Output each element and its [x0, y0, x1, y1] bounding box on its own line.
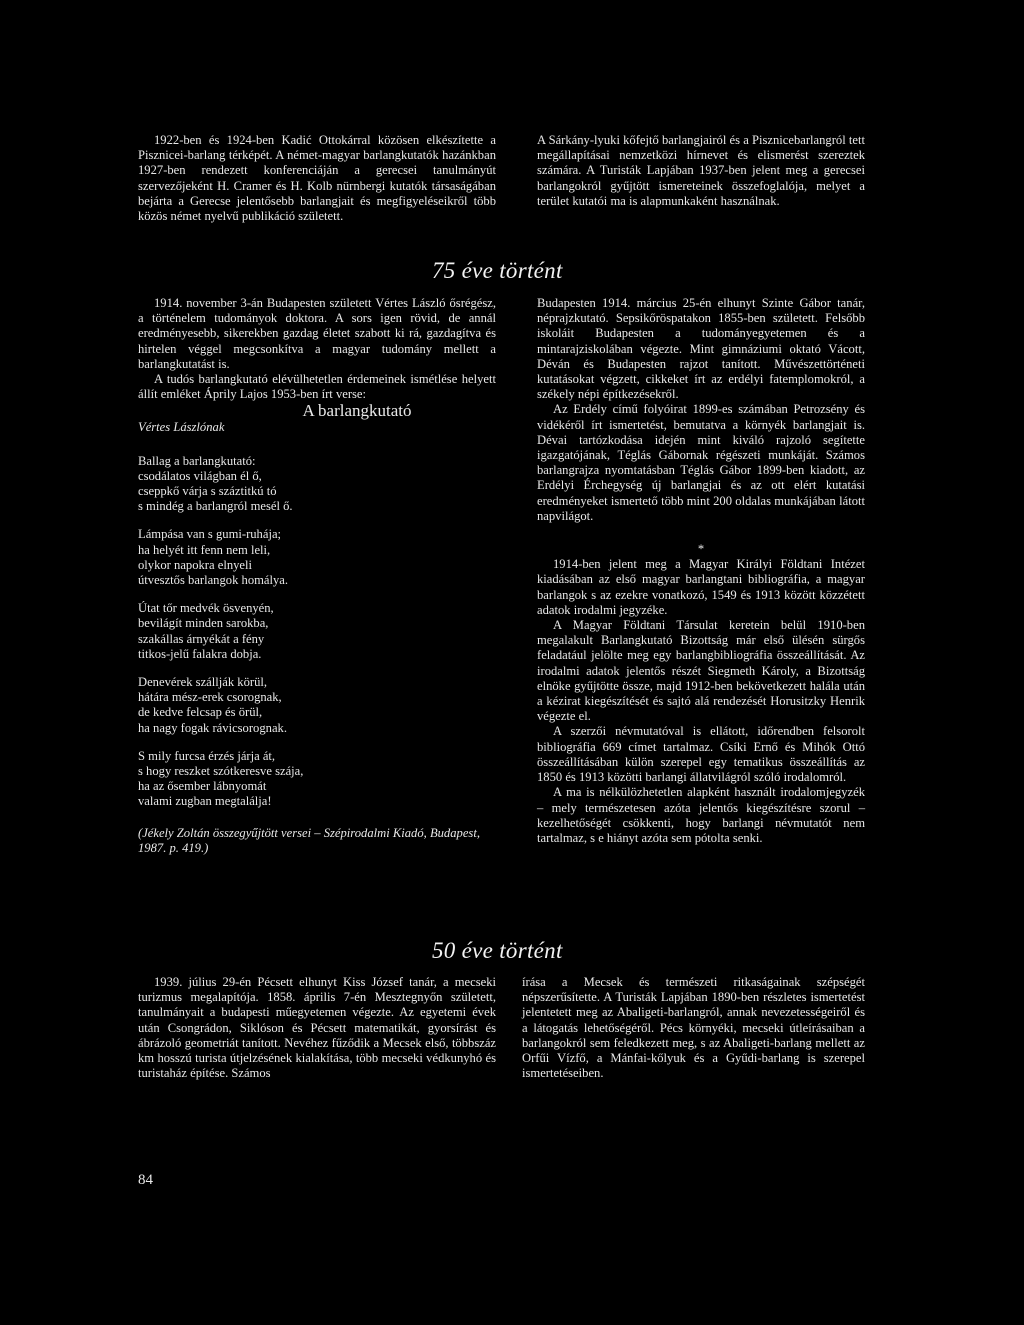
committee-paragraph: A Magyar Földtani Társulat keretein belül 1910-ben megalakult Barlangkutató Bizottság már első ülésén sürgős feladatául jelölte meg egy barlangbibliográfia összeállítását. Az irodalmi adatok jelentős részét Siegmeth Károly, a Bizottság elnöke gyűjtötte össze, majd 1912-ben bekövetkezett halála után a kézirat kiegészítését és sajtó alá rendezését Horusitzky Henrik végezte el.: [537, 618, 865, 724]
erdely-paragraph: Az Erdély című folyóirat 1899-es számában Petrozsény és vidékéről írt ismertetést, bemutatva a környék barlangjait is. Dévai tartózkodása idején mint kiváló rajzoló segítette igazgatójának, Téglás Gábornak régészeti munkáját. Számos barlangrajza nyomtatásban Téglás Gábor 1899-ben kiadott, az Erdélyi Érchegység új barlangjai és az ott elért kutatási eredményeket ismertető több mint 200 oldalas munkájában látott napvilágot.: [537, 402, 865, 523]
poem-stanza: Lámpása van s gumi-ruhája; ha helyét itt fenn nem leli, olykor napokra elnyeli útvesztős barlangok homálya.: [138, 527, 289, 588]
section-50-right: írása a Mecsek és természeti ritkaságainak szépségét népszerűsítette. A Turisták Lapjában 1890-ben részletes ismertetést jelentetett meg az Abaligeti-barlangról, annak nevezetességeiről és a látogatás lehetőségéről. Pécs környéki, mecseki útleírásaiban a barlangokról sem feledkezett meg, s az Abaligeti-barlang mellett az Orfűi Vízfő, a Mánfai-kőlyuk és a Gyűdi-barlang is szerepel ismertetéseiben.: [522, 975, 865, 1081]
poem-stanza: Útat tőr medvék ösvenyén, bevilágít minden sarokba, szakállas árnyékát a fény titkos-jelű falakra dobja.: [138, 601, 274, 661]
vertes-paragraph: 1914. november 3-án Budapesten született Vértes László ősrégész, a történelem tudományok doktora. A sors igen rövid, de annál eredményesebb, sikerekben gazdag életet szabott ki rá, gazdagítva és hirtelen véggel megcsonkítva a magyar tudomány mellett a barlangkutatást is.: [138, 296, 496, 371]
szinte-paragraph: Budapesten 1914. március 25-én elhunyt Szinte Gábor tanár, néprajzkutató. Sepsikőröspatakon 1855-ben született. Felsőbb iskoláit Budapesten a tudományegyetemen és a mintarajziskolában végezte. Mint gimnáziumi oktató Vácott, Déván és Budapesten rajzot tanított. Művészettörténeti kutatásokat végzett, cikkeket írt az erdélyi fatemplomokról, a székely népi építkezésekről.: [537, 296, 865, 402]
poem-intro: A tudós barlangkutató elévülhetetlen érdemeinek ismétlése helyett állít emléket Áprily Lajos 1953-ben írt verse:: [138, 372, 496, 402]
section-75-left: [138, 296, 496, 856]
poem-dedication: Vértes Lászlónak: [138, 420, 225, 435]
poem-stanza: Ballag a barlangkutató: csodálatos világban él ő, cseppkő várja s száztitkú tó s mindég a barlangról mesél ő.: [138, 453, 293, 514]
reference-paragraph: A ma is nélkülözhetetlen alapként használt irodalomjegyzék – mely természetesen azóta jelentős kiegészítésre szorul – kezelhetőségét csökkenti, hogy barlangi névmutatót nem tartalmaz, s e hiányt azóta sem pótolta senki.: [537, 785, 865, 845]
section-75-right: [537, 296, 865, 846]
poem-stanza: Denevérek szállják körül, hátára mész-erek csorognak, de kedve felcsap és örül, ha nagy fogak rávicsorognak.: [138, 675, 287, 735]
poem-source: (Jékely Zoltán összegyűjtött versei – Szépirodalmi Kiadó, Budapest, 1987. p. 419.): [138, 825, 480, 855]
poem-stanza: S mily furcsa érzés járja át, s hogy reszket szótkeresve szája, ha az ősember lábnyomát valami zugban megtalálja!: [138, 748, 304, 809]
separator-star: *: [697, 542, 705, 557]
heading-50-years: 50 éve történt: [432, 938, 563, 963]
section-50-left: 1939. július 29-én Pécsett elhunyt Kiss József tanár, a mecseki turizmus megalapítója. 1858. április 7-én Mesztegnyőn született, tanulmányait a budapesti műegyetemen végezte. Az egyetemi évek után Csongrádon, Siklóson és Pécsett matematikát, gyorsírást és ábrázoló geometriát tanított. Nevéhez fűződik a Mecsek első, többszáz km hosszú turista útjelzésének kialakítása, több mecseki védkunyhó és turistaház építése. Számos: [138, 975, 496, 1081]
index-paragraph: A szerzői névmutatóval is ellátott, időrendben felsorolt bibliográfia 669 címet tartalmaz. Csíki Ernő és Mihók Ottó összeállításában külön szerepel egy tematikus összeállítás az 1850 és 1913 közötti barlangi állatvilágról szóló irodalomról.: [537, 724, 865, 785]
heading-75-years: 75 éve történt: [432, 258, 563, 283]
poem-title: A barlangkutató: [302, 401, 412, 421]
top-left-paragraph: 1922-ben és 1924-ben Kadić Ottokárral közösen elkészítette a Pisznicei-barlang térképét. A német-magyar barlangkutatók hazánkban 1927-ben rendezett konferenciáján a gerecsei tanulmányút szervezőjeként H. Cramer és H. Kolb nürnbergi kutatók társaságában bejárta a Gerecse jelentősebb barlangjait és megfigyeléseikről több közös német nyelvű publikáció született.: [138, 133, 496, 224]
page-number: 84: [138, 1172, 153, 1188]
top-right-paragraph: A Sárkány-lyuki kőfejtő barlangjairól és a Pisznicebarlangról tett megállapításai nemzetközi hírnevet és elismerést szereztek számára. A Turisták Lapjában 1937-ben jelent meg a gerecsei barlangokról gyűjtött ismereteinek összefoglalója, melyet a terület kutatói ma is alapmunkaként használnak.: [537, 133, 865, 208]
bibliography-paragraph: 1914-ben jelent meg a Magyar Királyi Földtani Intézet kiadásában az első magyar barlangtani bibliográfia, a magyar barlangok s az ezekre vonatkozó, 1549 és 1913 között közzétett adatok irodalmi jegyzéke.: [537, 557, 865, 617]
